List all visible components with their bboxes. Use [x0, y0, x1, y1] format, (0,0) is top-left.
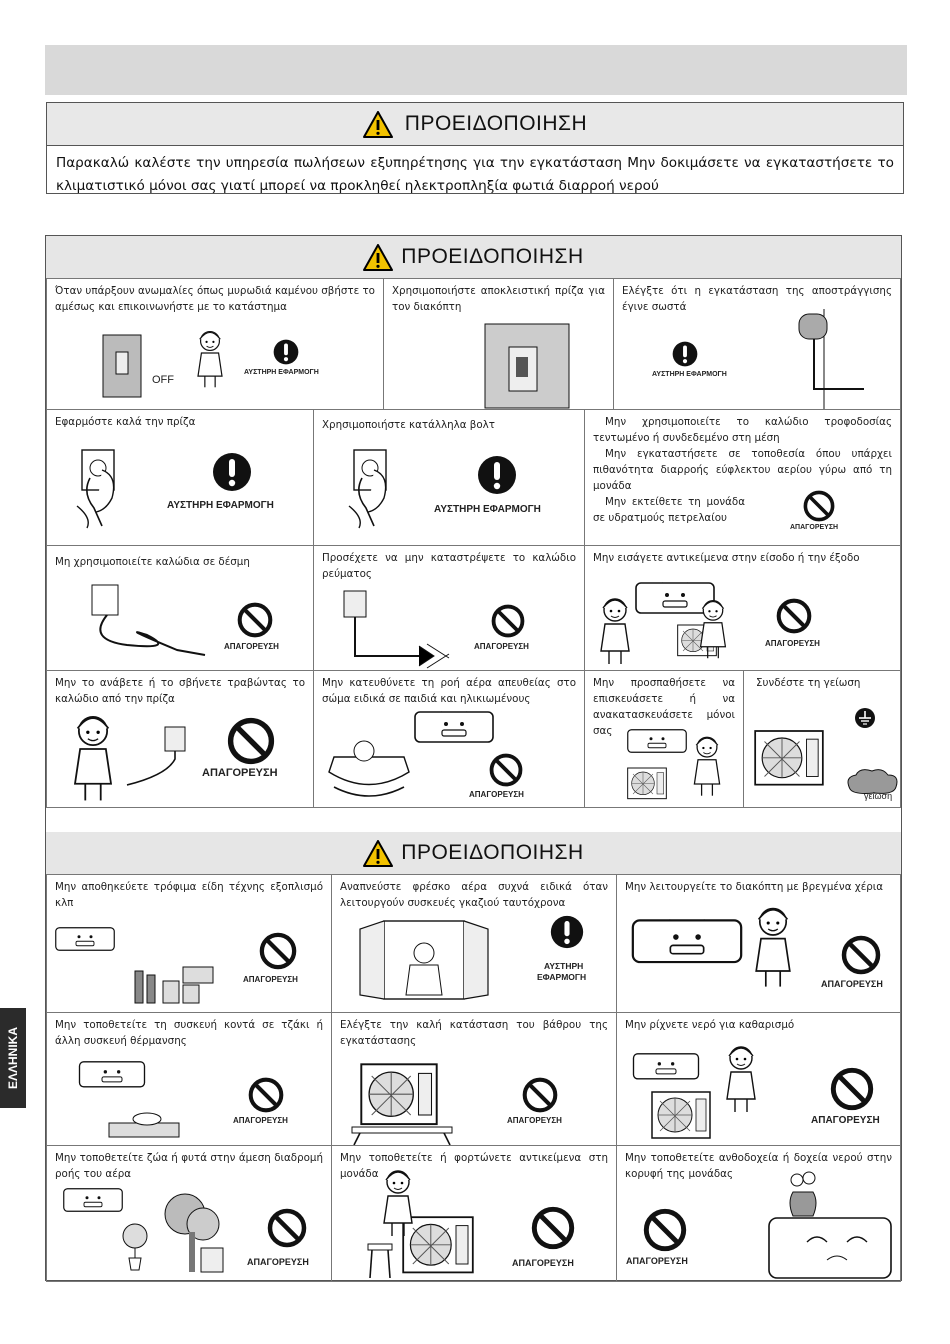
- woman-icon: [65, 713, 121, 803]
- mandatory-icon: [212, 452, 252, 492]
- child-icon: [695, 598, 731, 660]
- repairman-icon: [689, 733, 725, 799]
- cell-text-oil: Μην εκτείθετε τη μονάδα σε υδρατμούς πετρελαίου: [593, 496, 745, 524]
- cell-insert-objects: [584, 545, 901, 671]
- person-icon: [192, 329, 228, 389]
- cell-text-gas: Μην εγκαταστήσετε σε τοποθεσία όπου υπάρχει πιθανότητα διαρροής εύφλεκτου αερίου γύρω από τη μονάδα: [593, 448, 892, 492]
- child-climbing-icon: [378, 1168, 418, 1238]
- cell-text: Μη χρησιμοποιείτε καλώδια σε δέσμη: [55, 556, 250, 568]
- cell-fresh-air: [331, 874, 617, 1013]
- prohibition-icon: [259, 932, 297, 970]
- language-label: ΕΛΛΗΝΙΚΑ: [6, 1026, 21, 1090]
- breaker-box-icon: [484, 319, 574, 409]
- prohibition-icon: [227, 717, 275, 765]
- cell-dedicated-socket: [383, 278, 614, 410]
- child-icon: [595, 596, 635, 666]
- warnings-panel: [45, 235, 902, 1281]
- cell-text: Μην τοποθετείτε ζώα ή φυτά στην άμεση διαδρομή ροής του αέρα: [55, 1152, 323, 1180]
- prohibited-label: ΑΠΑΓΟΡΕΥΣΗ: [243, 975, 298, 984]
- cell-text: Μην τοποθετείτε ανθοδοχεία ή δοχεία νερού στην κορυφή της μονάδας: [625, 1152, 892, 1180]
- strict-label-line1: ΑΥΣΤΗΡΗ: [544, 961, 584, 971]
- prohibition-icon: [248, 1077, 284, 1113]
- cell-text: Μην ρίχνετε νερό για καθαρισμό: [625, 1019, 795, 1031]
- section1-title: ΠΡΟΕΙΔΟΠΟΙΗΣΗ: [401, 245, 584, 268]
- cell-store-food: [46, 874, 332, 1013]
- cell-damage-cable: [313, 545, 585, 671]
- cell-text: Μην κατευθύνετε τη ροή αέρα απευθείας στο σώμα ειδικά σε παιδιά και ηλικιωμένους: [322, 677, 576, 705]
- vase-on-unit-icon: [767, 1172, 897, 1280]
- strict-label: ΑΥΣΤΗΡΗ ΕΦΑΡΜΟΓΗ: [167, 500, 274, 511]
- indoor-unit-icon: [627, 919, 747, 969]
- cell-animals-plants: [46, 1145, 332, 1282]
- prohibited-label: ΑΠΑΓΟΡΕΥΣΗ: [765, 639, 820, 648]
- prohibited-label: ΑΠΑΓΟΡΕΥΣΗ: [247, 1257, 309, 1267]
- cell-text: Μην τοποθετείτε τη συσκευή κοντά σε τζάκι ή άλλη συσκευή θέρμανσης: [55, 1019, 323, 1047]
- cell-text: Αναπνεύστε φρέσκο αέρα συχνά ειδικά όταν λειτουργούν συσκευές γκαζιού ταυτόχρονα: [340, 881, 608, 909]
- baby-cradle-icon: [324, 727, 414, 797]
- cell-text: Ελέγξτε ότι η εγκατάσταση της αποστράγγισης έγινε σωστά: [622, 285, 892, 313]
- cell-vases-on-unit: [616, 1145, 901, 1282]
- woman-icon: [749, 905, 797, 989]
- wall-socket-icon: [157, 725, 197, 795]
- prohibition-icon: [776, 598, 812, 634]
- prohibition-icon: [803, 490, 835, 522]
- warning-triangle-icon: [363, 244, 393, 271]
- prohibition-icon: [491, 604, 525, 638]
- prohibition-icon: [267, 1208, 307, 1248]
- prohibition-icon: [841, 935, 881, 975]
- cell-grounding: [743, 670, 901, 808]
- prohibited-label: ΑΠΑΓΟΡΕΥΣΗ: [469, 790, 524, 799]
- section2-header: [46, 832, 901, 874]
- cell-plug-firmly: [46, 409, 314, 546]
- prohibited-label: ΑΠΑΓΟΡΕΥΣΗ: [507, 1116, 562, 1125]
- outdoor-unit-icon: [627, 767, 667, 801]
- prohibited-label: ΑΠΑΓΟΡΕΥΣΗ: [202, 767, 278, 779]
- cell-text: Όταν υπάρξουν ανωμαλίες όπως μυρωδιά καμένου σβήστε το αμέσως και επικοινωνήστε με το κατάστημα: [55, 285, 375, 313]
- prohibited-label: ΑΠΑΓΟΡΕΥΣΗ: [790, 524, 839, 531]
- ground-symbol-icon: [854, 707, 876, 729]
- mandatory-icon: [672, 341, 698, 367]
- outdoor-unit-icon: [754, 729, 824, 789]
- cell-text: Μην τοποθετείτε ή φορτώνετε αντικείμενα στη μονάδα: [340, 1152, 608, 1180]
- strict-label: ΑΥΣΤΗΡΗ ΕΦΑΡΜΟΓΗ: [244, 369, 319, 376]
- cell-pull-cable: [46, 670, 314, 808]
- cell-text: Μην προσπαθήσετε να επισκευάσετε ή να ανακατασκευάσετε μόνοι σας: [593, 677, 735, 737]
- cell-self-repair: [584, 670, 744, 808]
- cell-text-cable: Μην χρησιμοποιείτε το καλώδιο τροφοδοσίας τεντωμένο ή συνδεδεμένο στη μέση: [593, 416, 892, 444]
- prohibited-label: ΑΠΑΓΟΡΕΥΣΗ: [821, 979, 883, 989]
- cell-text: Συνδέστε τη γείωση: [756, 677, 861, 689]
- breaker-switch-icon: [102, 334, 152, 404]
- damaged-cable-icon: [339, 586, 459, 666]
- food-items-icon: [133, 961, 223, 1006]
- prohibition-icon: [237, 602, 273, 638]
- prohibited-label: ΑΠΑΓΟΡΕΥΣΗ: [233, 1116, 288, 1125]
- language-side-tab: [0, 1008, 26, 1108]
- cell-text: Μην εισάγετε αντικείμενα στην είσοδο ή την έξοδο: [593, 552, 860, 564]
- prohibition-icon: [830, 1067, 874, 1111]
- mandatory-icon: [273, 339, 299, 365]
- warning-title: ΠΡΟΕΙΔΟΠΟΙΗΣΗ: [404, 112, 588, 135]
- installation-warning-text: Παρακαλώ καλέστε την υπηρεσία πωλήσεων εξυπηρέτησης για την εγκατάσταση Μην δοκιμάσετε να εγκαταστήσετε το κλιματιστικό μόνοι σας γιατί μπορεί να προκληθεί ηλεκτροπληξία φωτιά διαρροή νερού: [56, 155, 894, 194]
- prohibited-label: ΑΠΑΓΟΡΕΥΣΗ: [626, 1256, 688, 1266]
- warning-triangle-icon: [363, 840, 393, 867]
- indoor-unit-icon: [63, 1188, 123, 1215]
- cell-text: Μην το ανάβετε ή το σβήνετε τραβώντας το καλώδιο από την πρίζα: [55, 677, 305, 705]
- open-window-icon: [354, 915, 494, 1005]
- cell-near-fireplace: [46, 1012, 332, 1146]
- plug-hand-icon: [72, 438, 132, 538]
- cell-check-base: [331, 1012, 617, 1146]
- cell-abnormality: [46, 278, 384, 410]
- stool-icon: [366, 1242, 396, 1282]
- cell-text: Χρησιμοποιήστε κατάλληλα βολτ: [322, 419, 495, 431]
- cell-text: Χρησιμοποιήστε αποκλειστική πρίζα για τον διακόπτη: [392, 285, 605, 313]
- cell-bundled-cables: [46, 545, 314, 671]
- prohibition-icon: [531, 1206, 575, 1250]
- prohibited-label: ΑΠΑΓΟΡΕΥΣΗ: [512, 1258, 574, 1268]
- cell-cable-gas-oil: [584, 409, 901, 546]
- woman-icon: [721, 1043, 761, 1115]
- installation-warning-box: [46, 102, 904, 194]
- mandatory-icon: [550, 915, 584, 949]
- cell-text: Εφαρμόστε καλά την πρίζα: [55, 416, 196, 428]
- drain-pipe-icon: [794, 309, 894, 409]
- top-grey-band: [45, 45, 907, 95]
- cell-wet-hands: [616, 874, 901, 1013]
- warning-triangle-icon: [363, 111, 393, 138]
- cell-water-cleaning: [616, 1012, 901, 1146]
- prohibition-icon: [489, 753, 523, 787]
- gas-stove-icon: [107, 1109, 187, 1141]
- cell-text: Μην αποθηκεύετε τρόφιμα είδη τέχνης εξοπλισμό κλπ: [55, 881, 323, 909]
- cell-objects-on-unit: [331, 1145, 617, 1282]
- bundled-cable-icon: [87, 580, 207, 660]
- outdoor-unit-on-stand-icon: [352, 1063, 462, 1145]
- cell-drainage: [613, 278, 901, 410]
- prohibition-icon: [589, 1204, 617, 1248]
- strict-label: ΑΥΣΤΗΡΗ ΕΦΑΡΜΟΓΗ: [434, 504, 541, 515]
- off-label: OFF: [152, 374, 174, 386]
- indoor-unit-icon: [77, 1061, 147, 1091]
- outdoor-unit-icon: [651, 1091, 711, 1141]
- mandatory-icon: [477, 455, 517, 495]
- section1-header: [46, 236, 901, 278]
- cell-correct-voltage: [313, 409, 585, 546]
- section2-title: ΠΡΟΕΙΔΟΠΟΙΗΣΗ: [401, 841, 584, 864]
- prohibited-label: ΑΠΑΓΟΡΕΥΣΗ: [224, 642, 279, 651]
- strict-label-line2: ΕΦΑΡΜΟΓΗ: [537, 972, 587, 982]
- prohibited-label: ΑΠΑΓΟΡΕΥΣΗ: [811, 1115, 880, 1126]
- prohibition-icon: [643, 1208, 687, 1252]
- strict-label: ΑΥΣΤΗΡΗ ΕΦΑΡΜΟΓΗ: [652, 371, 727, 378]
- cell-text: Προσέχετε να μην καταστρέψετε το καλώδιο ρεύματος: [322, 552, 576, 580]
- indoor-unit-icon: [55, 927, 115, 954]
- indoor-unit-icon: [631, 1053, 701, 1083]
- prohibited-label: ΑΠΑΓΟΡΕΥΣΗ: [474, 642, 529, 651]
- cell-text: Ελέγξτε την καλή κατάσταση του βάθρου της εγκατάστασης: [340, 1019, 608, 1047]
- plants-icon: [117, 1192, 227, 1274]
- indoor-unit-icon: [414, 711, 494, 747]
- installation-warning-header: [47, 103, 903, 146]
- prohibition-icon: [522, 1077, 558, 1113]
- cell-airflow-body: [313, 670, 585, 808]
- ground-label: γείωση: [864, 791, 893, 801]
- indoor-unit-icon: [627, 729, 687, 756]
- cell-text: Μην λειτουργείτε το διακόπτη με βρεγμένα χέρια: [625, 881, 884, 893]
- plug-hand-icon: [344, 438, 404, 538]
